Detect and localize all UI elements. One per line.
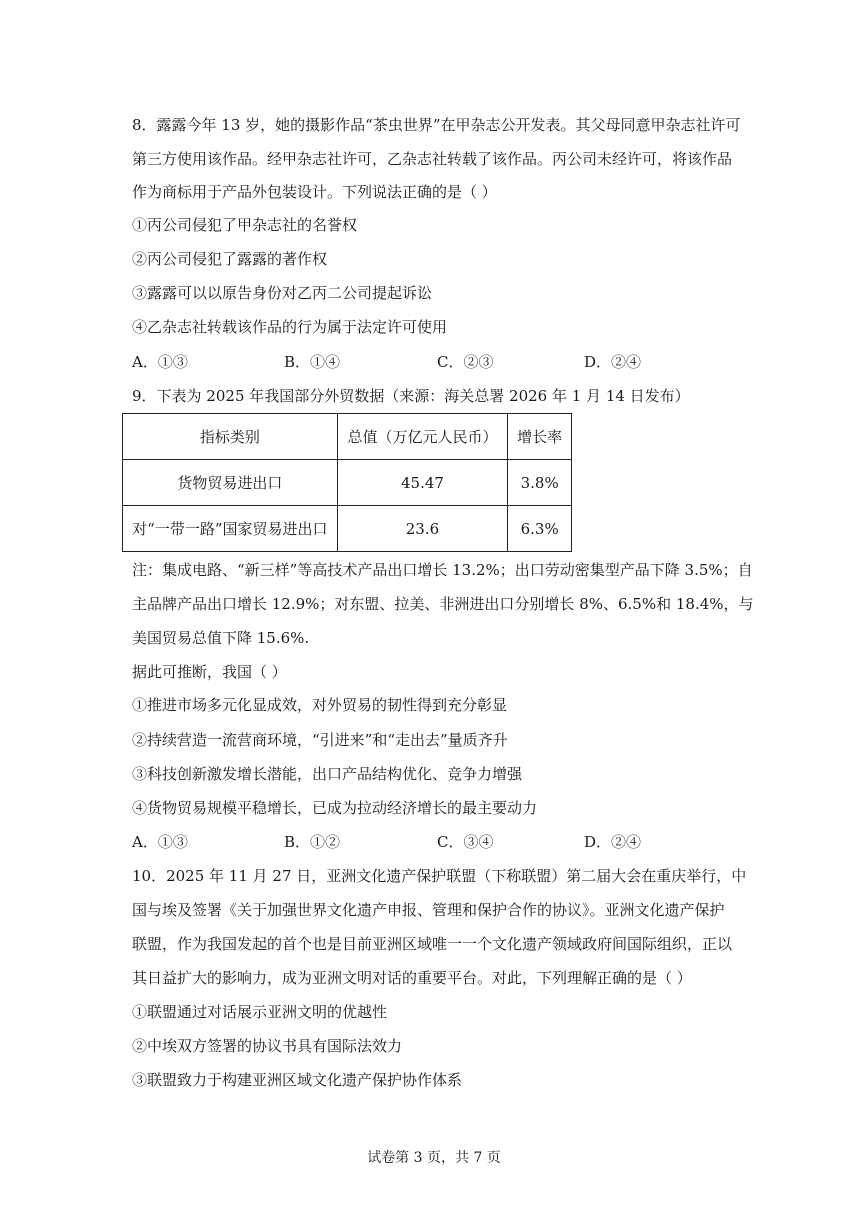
q8-options xyxy=(132,350,652,374)
q8-item-4: ④乙杂志社转载该作品的行为属于法定许可使用 xyxy=(132,318,448,336)
q8-stem-line-3: 作为商标用于产品外包装设计。下列说法正确的是（ ） xyxy=(132,183,497,201)
page-footer: 试卷第 3 页，共 7 页 xyxy=(367,1150,501,1166)
table-header-cell: 总值（万亿元人民币） xyxy=(337,414,508,460)
q8-option-b: B．①④ xyxy=(284,353,341,371)
table-cell: 对“一带一路”国家贸易进出口 xyxy=(123,506,338,552)
q9-note-line-1: 注：集成电路、“新三样”等高技术产品出口增长 13.2%；出口劳动密集型产品下降 3.5%；自 xyxy=(132,561,753,579)
q9-item-1: ①推进市场多元化显成效，对外贸易的韧性得到充分彰显 xyxy=(132,696,508,714)
q10-stem-line-1: 10．2025 年 11 月 27 日，亚洲文化遗产保护联盟（下称联盟）第二届大会在重庆举行，中 xyxy=(132,867,747,885)
q8-option-d: D．②④ xyxy=(584,353,642,371)
q9-option-a: A．①③ xyxy=(132,833,188,851)
q10-stem-line-3: 联盟，作为我国发起的首个也是目前亚洲区域唯一一个文化遗产领域政府间国际组织，正以 xyxy=(132,935,733,953)
q9-stem: 9．下表为 2025 年我国部分外贸数据（来源：海关总署 2026 年 1 月 14 日发布） xyxy=(132,387,690,405)
q8-option-c: C．②③ xyxy=(437,353,494,371)
q8-option-a: A．①③ xyxy=(132,353,188,371)
q8-stem-line-2: 第三方使用该作品。经甲杂志社许可，乙杂志社转载了该作品。丙公司未经许可，将该作品 xyxy=(132,150,733,168)
table-cell: 23.6 xyxy=(337,506,508,552)
q8-item-1: ①丙公司侵犯了甲杂志社的名誉权 xyxy=(132,216,358,234)
q9-option-d: D．②④ xyxy=(584,833,642,851)
q9-item-3: ③科技创新激发增长潜能，出口产品结构优化、竞争力增强 xyxy=(132,765,523,783)
q9-note-line-2: 主品牌产品出口增长 12.9%；对东盟、拉美、非洲进出口分别增长 8%、6.5%和 18.4%，与 xyxy=(132,595,754,613)
q9-item-4: ④货物贸易规模平稳增长，已成为拉动经济增长的最主要动力 xyxy=(132,799,538,817)
table-cell: 货物贸易进出口 xyxy=(123,460,338,506)
q10-item-2: ②中埃双方签署的协议书具有国际法效力 xyxy=(132,1037,403,1055)
table-cell: 45.47 xyxy=(337,460,508,506)
table-row xyxy=(123,506,572,552)
q10-item-1: ①联盟通过对话展示亚洲文明的优越性 xyxy=(132,1003,388,1021)
q10-item-3: ③联盟致力于构建亚洲区域文化遗产保护协作体系 xyxy=(132,1071,463,1089)
q8-stem-line-1: 8．露露今年 13 岁，她的摄影作品“茶虫世界”在甲杂志公开发表。其父母同意甲杂志社许可 xyxy=(132,116,741,134)
q8-item-3: ③露露可以以原告身份对乙丙二公司提起诉讼 xyxy=(132,284,433,302)
q9-option-c: C．③④ xyxy=(437,833,494,851)
q9-item-2: ②持续营造一流营商环境，“引进来”和“走出去”量质齐升 xyxy=(132,731,508,749)
table-cell: 6.3% xyxy=(508,506,572,552)
q9-option-b: B．①② xyxy=(284,833,341,851)
q9-options xyxy=(132,830,652,854)
q10-stem-line-2: 国与埃及签署《关于加强世界文化遗产申报、管理和保护合作的协议》。亚洲文化遗产保护 xyxy=(132,901,725,919)
table-row xyxy=(123,460,572,506)
table-header-row xyxy=(123,414,572,460)
table-header-cell: 增长率 xyxy=(508,414,572,460)
table-header-cell: 指标类别 xyxy=(123,414,338,460)
q9-note-line-3: 美国贸易总值下降 15.6%. xyxy=(132,629,310,647)
q9-lead: 据此可推断，我国（ ） xyxy=(132,663,287,681)
table-cell: 3.8% xyxy=(508,460,572,506)
trade-data-table xyxy=(122,413,572,552)
q8-item-2: ②丙公司侵犯了露露的著作权 xyxy=(132,250,328,268)
q10-stem-line-4: 其日益扩大的影响力，成为亚洲文明对话的重要平台。对此，下列理解正确的是（ ） xyxy=(132,969,692,987)
